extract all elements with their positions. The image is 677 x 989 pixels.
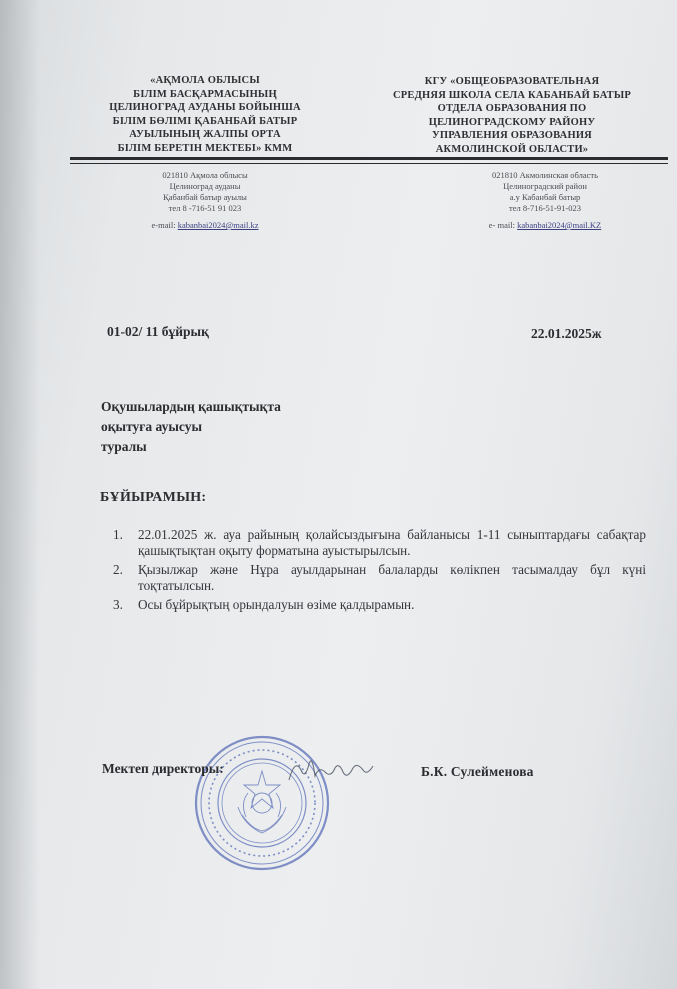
header-left-line: БІЛІМ БЕРЕТІН МЕКТЕБІ» КММ (117, 142, 293, 154)
header-rule-thin (70, 163, 668, 164)
header-left-line: ЦЕЛИНОГРАД АУДАНЫ БОЙЫНША (109, 102, 301, 113)
address-left (120, 170, 290, 231)
address-right-line: а.у Кабанбай батыр (509, 192, 581, 202)
item-number: 2. (113, 562, 123, 577)
address-right-line: тел 8-716-51-91-023 (509, 203, 581, 213)
subject-line: Оқушылардың қашықтықта (101, 399, 281, 414)
header-left-line: БІЛІМ БӨЛІМІ ҚАБАНБАЙ БАТЫР (112, 115, 298, 127)
header-right-line: КГУ «ОБЩЕОБРАЗОВАТЕЛЬНАЯ (424, 76, 600, 87)
header-right-line: ОТДЕЛА ОБРАЗОВАНИЯ ПО (437, 103, 587, 114)
item-text: Осы бұйрықтың орындалуын өзіме қалдырамын. (138, 597, 415, 612)
email-label: e-mail: (151, 220, 176, 230)
page-shadow (0, 0, 40, 989)
address-left-line: 021810 Ақмола облысы (162, 170, 248, 180)
address-left-line: тел 8 -716-51 91 023 (168, 203, 242, 213)
address-right (452, 170, 638, 231)
header-right-line: АКМОЛИНСКОЙ ОБЛАСТИ» (435, 143, 589, 155)
address-left-line: Қабанбай батыр ауылы (163, 192, 247, 202)
order-subject (101, 397, 281, 457)
email-link[interactable]: kabanbai2024@mail.KZ (517, 220, 602, 230)
handwritten-signature-icon (285, 750, 375, 790)
header-left-line: БІЛІМ БАСҚАРМАСЫНЫҢ (133, 88, 277, 100)
email-link[interactable]: kabanbai2024@mail.kz (177, 220, 259, 230)
address-left-email (120, 220, 290, 231)
item-text: Қызылжар және Нұра ауылдарынан балаларды көлікпен тасымалдау бұл күні тоқтатылсын. (138, 562, 646, 593)
item-number: 3. (113, 597, 123, 612)
header-right-line: УПРАВЛЕНИЯ ОБРАЗОВАНИЯ (432, 130, 592, 141)
decree-heading: БҰЙЫРАМЫН: (100, 490, 207, 505)
header-left-line: «АҚМОЛА ОБЛЫСЫ (150, 75, 260, 86)
header-right (362, 75, 662, 156)
order-date: 22.01.2025ж (531, 326, 602, 341)
item-number: 1. (113, 527, 123, 542)
address-right-email (452, 220, 638, 231)
address-right-line: 021810 Акмолинская область (491, 170, 599, 180)
subject-line: туралы (101, 439, 147, 454)
header-left (92, 74, 318, 155)
signature-name: Б.К. Сулейменова (421, 764, 534, 779)
decree-items (113, 527, 646, 616)
address-right-line: Целиноградский район (503, 181, 587, 191)
header-right-line: СРЕДНЯЯ ШКОЛА СЕЛА КАБАНБАЙ БАТЫР (393, 89, 631, 101)
address-left-line: Целиноград ауданы (169, 181, 241, 191)
subject-line: оқытуға ауысуы (101, 419, 202, 434)
header-rule (70, 157, 668, 160)
email-label: e- mail: (488, 220, 515, 230)
order-number: 01-02/ 11 бұйрық (107, 324, 209, 339)
item-text: 22.01.2025 ж. ауа райының қолайсыздығына байланысы 1-11 сыныптардағы сабақтар қашықтықтан оқыту форматына ауыстырылсын. (138, 527, 646, 558)
header-left-line: АУЫЛЫНЫҢ ЖАЛПЫ ОРТА (129, 129, 281, 140)
decree-item (113, 597, 646, 613)
decree-item (113, 562, 646, 594)
signature-title: Мектеп директоры: (102, 761, 224, 776)
decree-item (113, 527, 646, 559)
header-right-line: ЦЕЛИНОГРАДСКОМУ РАЙОНУ (428, 116, 596, 128)
